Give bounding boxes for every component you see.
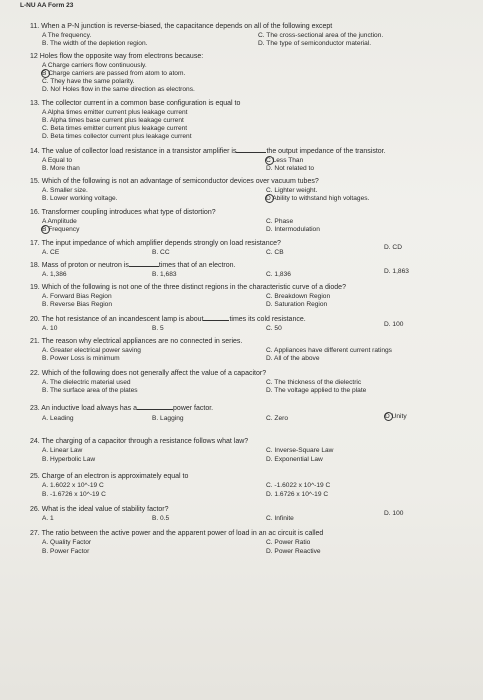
answer-blank [129,266,159,267]
q15-option-a: A. Smaller size. [42,187,88,194]
q18-option-a: A. 1,386 [42,271,67,278]
q11-option-d: D. The type of semiconductor material. [258,40,372,47]
q27-option-d: D. Power Reactive [266,548,321,555]
q22-option-b: B. The surface area of the plates [42,387,138,394]
q13-option-b: B. Alpha times base current plus leakage current [42,117,184,124]
q19-option-d: D. Saturation Region [266,301,328,308]
q20-option-a: A. 10 [42,325,58,332]
question-19: 19. Which of the following is not one of the three distinct regions in the characteristic curve of a diode? [30,284,346,291]
q23-option-a: A. Leading [42,415,74,422]
q18-option-c: C. 1,836 [266,271,291,278]
q14-option-b: B. More than [42,165,80,172]
q24-option-c: C. Inverse-Square Law [266,447,334,454]
question-27: 27. The ratio between the active power and the apparent power of load in an ac circuit is called [30,530,324,537]
q27-option-b: B. Power Factor [42,548,90,555]
q12-option-b: B Charge carriers are passed from atom to atom. [42,70,186,77]
q13-option-a: A Alpha times emitter current plus leakage current [42,109,188,116]
q19-option-b: B. Reverse Bias Region [42,301,113,308]
q23-option-d: D Unity [385,413,407,420]
q20-option-b: B. 5 [152,325,164,332]
q22-option-c: C. The thickness of the dielectric [266,379,362,386]
q19-option-a: A. Forward Bias Region [42,293,112,300]
q26-option-d: D. 100 [384,510,404,517]
q14-option-d: D. Not related to [266,165,315,172]
q16-option-b: B Frequency [42,226,80,233]
q24-option-d: D. Exponential Law [266,456,323,463]
q13-option-d: D. Beta times collector current plus leakage current [42,133,192,140]
q17-option-b: B. CC [152,249,170,256]
q17-option-a: A. CE [42,249,60,256]
question-22: 22. Which of the following does not generally affect the value of a capacitor? [30,370,267,377]
question-13: 13. The collector current in a common base configuration is equal to [30,100,241,107]
q15-option-d: D Ability to withstand high voltages. [266,195,370,202]
q20-option-d: D. 100 [384,321,404,328]
q26-option-b: B. 0.5 [152,515,170,522]
q19-option-c: C. Breakdown Region [266,293,331,300]
q22-option-d: D. The voltage applied to the plate [266,387,367,394]
question-26: 26. What is the ideal value of stability factor? [30,506,169,513]
q16-option-d: D. Intermodulation [266,226,320,233]
q24-option-b: B. Hyperbolic Law [42,456,96,463]
q21-option-b: B. Power Loss is minimum [42,355,120,362]
q26-option-c: C. Infinite [266,515,294,522]
question-11: 11. When a P-N junction is reverse-biased, the capacitance depends on all of the following except [30,23,333,30]
q27-option-c: C. Power Ratio [266,539,311,546]
q20-option-c: C. 50 [266,325,282,332]
q11-option-c: C. The cross-sectional area of the junction. [258,32,384,39]
q25-option-c: C. -1.6022 x 10^-19 C [266,482,331,489]
q23-option-c: C. Zero [266,415,288,422]
q25-option-a: A. 1.6022 x 10^-19 C [42,482,104,489]
q12-option-d: D. No! Holes flow in the same direction as electrons. [42,86,195,93]
q27-option-a: A. Quality Factor [42,539,92,546]
q25-option-b: B. -1.6726 x 10^-19 C [42,491,106,498]
q16-option-a: A Amplitude [42,218,77,225]
q13-option-c: C. Beta times emitter current plus leakage current [42,125,188,132]
question-15: 15. Which of the following is not an advantage of semiconductor devices over vacuum tubes? [30,178,319,185]
question-16: 16. Transformer coupling introduces what type of distortion? [30,209,216,216]
question-18: 18. Mass of proton or neutron is times that of an electron. [30,262,236,269]
q12-option-c: C. They have the same polarity. [42,78,135,85]
q18-option-b: B. 1,683 [152,271,177,278]
q23-option-b: B. Lagging [152,415,184,422]
q24-option-a: A. Linear Law [42,447,83,454]
q21-option-d: D. All of the above [266,355,320,362]
question-12: 12 Holes flow the opposite way from electrons because: [30,53,204,60]
q17-option-c: C. CB [266,249,284,256]
q21-option-a: A. Greater electrical power saving [42,347,141,354]
question-14: 14. The value of collector load resistance in a transistor amplifier is the output impedance of the transistor. [30,148,386,155]
q22-option-a: A. The dielectric material used [42,379,131,386]
question-25: 25. Charge of an electron is approximately equal to [30,473,189,480]
question-24: 24. The charging of a capacitor through a resistance follows what law? [30,438,249,445]
answer-blank [203,320,229,321]
q17-option-d: D. CD [384,244,402,251]
q15-option-b: B. Lower working voltage. [42,195,118,202]
q11-option-b: B. The width of the depletion region. [42,40,148,47]
q16-option-c: C. Phase [266,218,294,225]
q25-option-d: D. 1.6726 x 10^-19 C [266,491,329,498]
q18-option-d: D. 1,863 [384,268,409,275]
q15-option-c: C. Lighter weight. [266,187,318,194]
q12-option-a: A Charge carriers flow continuously. [42,62,147,69]
q11-option-a: A The frequency. [42,32,92,39]
form-header: L-NU AA Form 23 [20,2,74,9]
question-23: 23. An inductive load always has a power factor. [30,405,214,412]
answer-blank [137,409,173,410]
answer-blank [236,152,266,153]
q26-option-a: A. 1 [42,515,54,522]
question-17: 17. The input impedance of which amplifier depends strongly on load resistance? [30,240,281,247]
q14-option-a: A Equal to [42,157,73,164]
q14-option-c: C Less Than [266,157,304,164]
question-21: 21. The reason why electrical appliances are no connected in series. [30,338,243,345]
question-20: 20. The hot resistance of an incandescent lamp is about times its cold resistance. [30,316,306,323]
q21-option-c: C. Appliances have different current ratings [266,347,392,354]
